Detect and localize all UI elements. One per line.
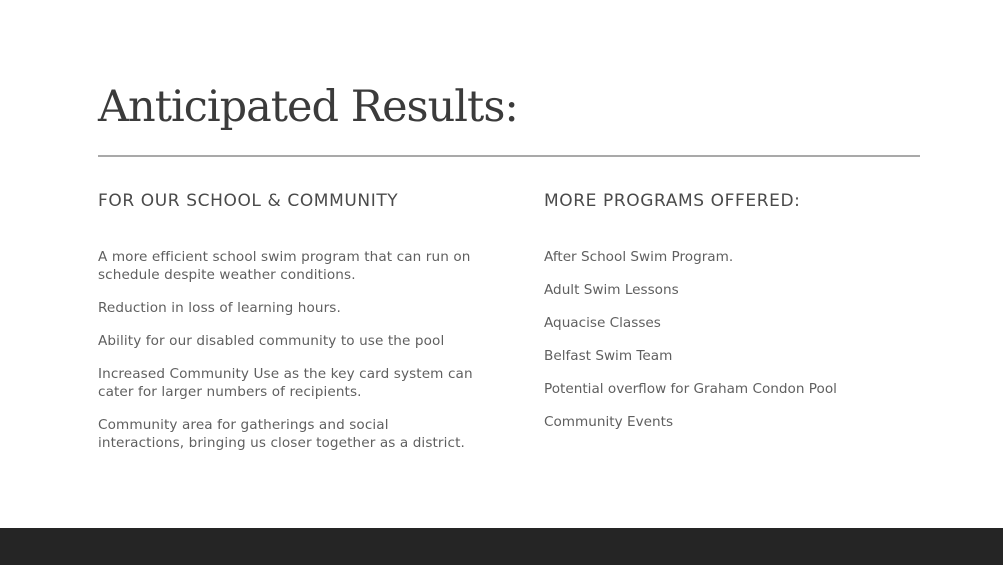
list-item: Adult Swim Lessons [544, 282, 679, 298]
school-community-column [98, 190, 478, 467]
list-item: Aquacise Classes [544, 315, 661, 331]
list-item: A more efficient school swim program that can run on schedule despite weather conditions. [98, 249, 471, 283]
list-item: Belfast Swim Team [544, 348, 673, 364]
list-item: Potential overflow for Graham Condon Pool [544, 381, 837, 397]
list-item: Ability for our disabled community to use the pool [98, 333, 445, 349]
programs-offered-list [544, 248, 924, 431]
slide-title: Anticipated Results: [98, 82, 518, 132]
list-item: Reduction in loss of learning hours. [98, 300, 341, 316]
title-divider [98, 155, 920, 157]
programs-offered-column [544, 190, 924, 446]
list-item: Community Events [544, 414, 674, 430]
list-item: Community area for gatherings and social interactions, bringing us closer together as a district. [98, 417, 465, 451]
school-community-list [98, 248, 478, 452]
school-community-heading: FOR OUR SCHOOL & COMMUNITY [98, 191, 399, 211]
programs-offered-heading: MORE PROGRAMS OFFERED: [544, 191, 801, 211]
footer-band [0, 528, 1003, 565]
list-item: After School Swim Program. [544, 249, 734, 265]
list-item: Increased Community Use as the key card system can cater for larger numbers of recipients. [98, 366, 473, 400]
